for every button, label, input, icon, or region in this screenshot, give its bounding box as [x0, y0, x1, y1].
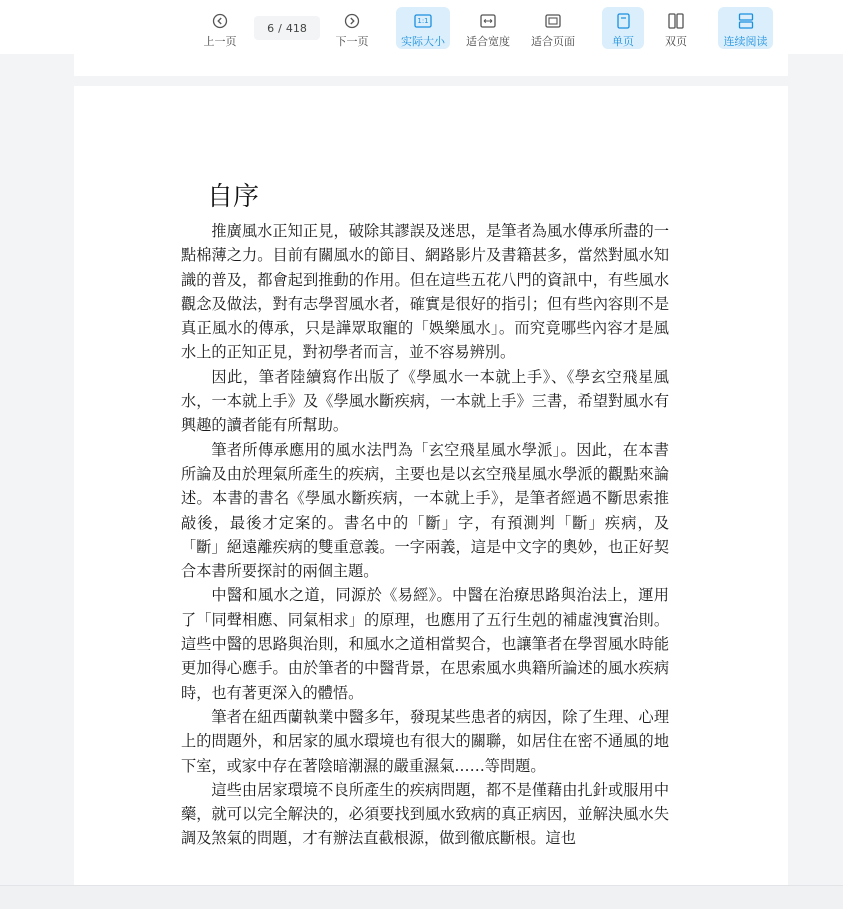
continuous-reading-label: 连续阅读: [723, 35, 768, 48]
page-separator: /: [278, 21, 282, 35]
paragraph: 推廣風水正知正見，破除其謬誤及迷思，是筆者為風水傳承所盡的一點棉薄之力。目前有關風水的節目、網路影片及書籍甚多，當然對風水知識的普及，都會起到推動的作用。但在這些五花八門的資訊中，有些風水觀念及做法，對有志學習風水者，確實是很好的指引；但有些內容則不是真正風水的傳承，只是譁眾取寵的「娛樂風水」。而究竟哪些內容才是風水上的正知正見，對初學者而言，並不容易辨別。: [181, 222, 669, 362]
prev-page-label: 上一页: [203, 35, 237, 48]
previous-page-edge: [74, 54, 788, 76]
paragraph: 中醫和風水之道，同源於《易經》。中醫在治療思路與治法上，運用了「同聲相應、同氣相求」的原理，也應用了五行生剋的補虛洩實治則。這些中醫的思路與治則，和風水之道相當契合，也讓筆者在學習風水時能更加得心應手。由於筆者的中醫背景，在思索風水典籍所論述的風水疾病時，也有著更深入的體悟。: [181, 586, 669, 702]
paragraph: 這些由居家環境不良所產生的疾病問題，都不是僅藉由扎針或服用中藥，就可以完全解決的，必須要找到風水致病的真正病因，並解決風水失調及煞氣的問題，才有辦法直截根源，做到徹底斷根。這也: [181, 780, 669, 848]
next-page-button[interactable]: [330, 7, 374, 49]
page-body: [181, 219, 669, 851]
actual-size-label: 实际大小: [401, 35, 445, 48]
paragraph: 因此，筆者陸續寫作出版了《學風水一本就上手》、《學玄空飛星風水，一本就上手》及《學風水斷疾病，一本就上手》三書，希望對風水有興趣的讀者能有所幫助。: [181, 367, 669, 435]
reader-toolbar: [0, 0, 843, 54]
actual-size-icon: [414, 11, 432, 31]
double-page-button[interactable]: [656, 7, 696, 49]
next-page-label: 下一页: [335, 35, 369, 48]
fit-width-button[interactable]: [462, 7, 514, 49]
paragraph: 筆者所傳承應用的風水法門為「玄空飛星風水學派」。因此，在本書所論及由於理氣所產生的疾病，主要也是以玄空飛星風水學派的觀點來論述。本書的書名《學風水斷疾病，一本就上手》，是筆者經過不斷思索推敲後，最後才定案的。書名中的「斷」字，有預測判「斷」疾病，及「斷」絕遠離疾病的雙重意義。一字兩義，這是中文字的奧妙，也正好契合本書所要探討的兩個主題。: [181, 440, 669, 581]
page-title: 自序: [207, 182, 260, 212]
single-page-label: 单页: [612, 35, 634, 48]
chevron-right-circle-icon: [344, 11, 360, 31]
actual-size-button[interactable]: [396, 7, 450, 49]
double-page-icon: [668, 11, 684, 31]
continuous-reading-button[interactable]: [718, 7, 773, 49]
continuous-reading-icon: [738, 11, 754, 31]
page-number-field[interactable]: [254, 16, 320, 40]
fit-width-label: 适合宽度: [466, 35, 510, 48]
bottom-scroll-area: [0, 885, 843, 909]
actual-size-icon-text: 1:1: [417, 17, 429, 25]
single-page-button[interactable]: [602, 7, 644, 49]
fit-width-icon: [480, 11, 496, 31]
total-pages: 418: [285, 21, 307, 35]
chevron-left-circle-icon: [212, 11, 228, 31]
fit-page-button[interactable]: [527, 7, 579, 49]
current-page-number: 6: [267, 21, 275, 35]
single-page-icon: [617, 11, 630, 31]
fit-page-icon: [545, 11, 561, 31]
double-page-label: 双页: [665, 35, 687, 48]
prev-page-button[interactable]: [198, 7, 242, 49]
fit-page-label: 适合页面: [531, 35, 575, 48]
paragraph: 筆者在紐西蘭執業中醫多年，發現某些患者的病因，除了生理、心理上的問題外，和居家的風水環境也有很大的關聯，如居住在密不通風的地下室，或家中存在著陰暗潮濕的嚴重濕氣……等問題。: [181, 707, 669, 775]
